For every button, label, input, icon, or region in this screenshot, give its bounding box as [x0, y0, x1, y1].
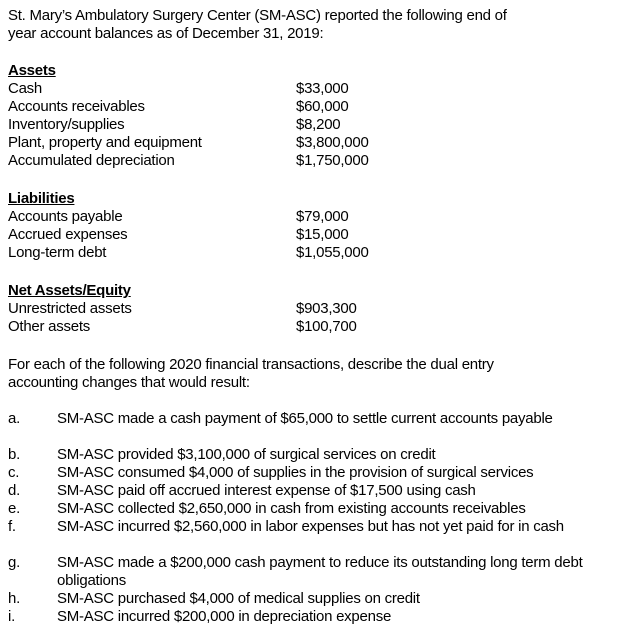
transaction-item: SM-ASC collected $2,650,000 in cash from existing accounts receivables	[57, 500, 526, 517]
transaction-item: SM-ASC paid off accrued interest expense of $17,500 using cash	[57, 482, 476, 499]
account-value: $903,300	[296, 300, 357, 317]
account-value: $8,200	[296, 116, 341, 133]
account-label: Cash	[8, 80, 43, 97]
account-label: Inventory/supplies	[8, 116, 125, 133]
transaction-item: SM-ASC consumed $4,000 of supplies in the provision of surgical services	[57, 464, 534, 481]
equity-heading: Net Assets/Equity	[8, 282, 131, 299]
item-letter: c.	[8, 464, 20, 481]
transaction-item: SM-ASC purchased $4,000 of medical supplies on credit	[57, 590, 420, 607]
transaction-item: SM-ASC incurred $2,560,000 in labor expenses but has not yet paid for in cash	[57, 518, 564, 535]
account-label: Accounts payable	[8, 208, 123, 225]
account-value: $15,000	[296, 226, 349, 243]
account-label: Accounts receivables	[8, 98, 145, 115]
account-value: $1,055,000	[296, 244, 369, 261]
account-label: Accumulated depreciation	[8, 152, 175, 169]
transaction-item: SM-ASC incurred $200,000 in depreciation expense	[57, 608, 392, 625]
account-label: Long-term debt	[8, 244, 107, 261]
transaction-item: SM-ASC provided $3,100,000 of surgical services on credit	[57, 446, 436, 463]
assets-heading: Assets	[8, 62, 56, 79]
item-letter: b.	[8, 446, 21, 463]
item-letter: f.	[8, 518, 16, 535]
account-label: Accrued expenses	[8, 226, 128, 243]
account-value: $1,750,000	[296, 152, 369, 169]
intro-line-2: year account balances as of December 31, 2019:	[8, 25, 324, 42]
account-label: Unrestricted assets	[8, 300, 132, 317]
account-value: $3,800,000	[296, 134, 369, 151]
item-letter: h.	[8, 590, 21, 607]
account-label: Other assets	[8, 318, 91, 335]
account-value: $79,000	[296, 208, 349, 225]
transaction-item: SM-ASC made a cash payment of $65,000 to settle current accounts payable	[57, 410, 553, 427]
item-letter: e.	[8, 500, 21, 517]
item-letter: a.	[8, 410, 21, 427]
transaction-item: SM-ASC made a $200,000 cash payment to reduce its outstanding long term debt obligations	[57, 554, 583, 589]
account-value: $33,000	[296, 80, 349, 97]
account-label: Plant, property and equipment	[8, 134, 202, 151]
question-line-2: accounting changes that would result:	[8, 374, 250, 391]
item-letter: i.	[8, 608, 15, 625]
item-letter: g.	[8, 554, 21, 571]
liabilities-heading: Liabilities	[8, 190, 75, 207]
account-value: $60,000	[296, 98, 349, 115]
intro-line-1: St. Mary’s Ambulatory Surgery Center (SM-ASC) reported the following end of	[8, 7, 507, 24]
account-value: $100,700	[296, 318, 357, 335]
question-line-1: For each of the following 2020 financial transactions, describe the dual entry	[8, 356, 494, 373]
item-letter: d.	[8, 482, 21, 499]
